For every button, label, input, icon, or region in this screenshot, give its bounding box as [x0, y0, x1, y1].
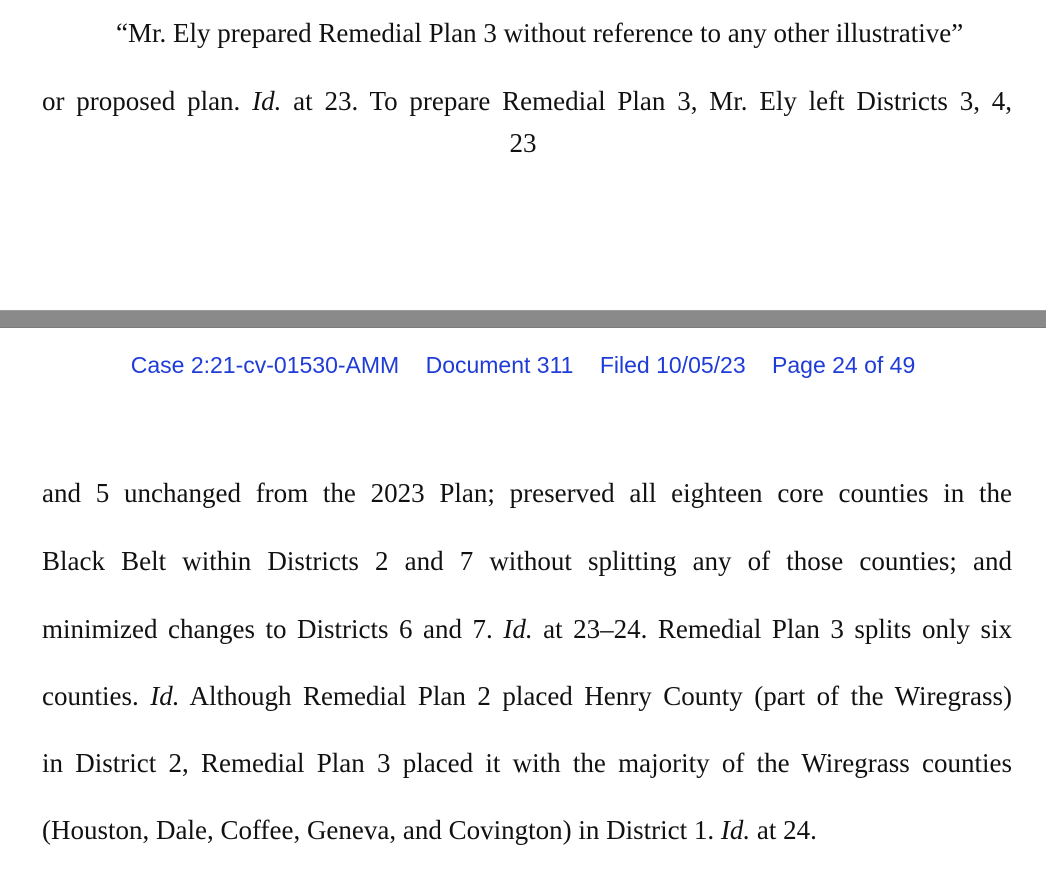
line-text: (Houston, Dale, Coffee, Geneva, and Covington) in District 1. Id. at 24. — [42, 815, 817, 845]
page-count: Page 24 of 49 — [772, 352, 916, 378]
case-number: Case 2:21-cv-01530-AMM — [130, 352, 400, 378]
line-text: Black Belt within Districts 2 and 7 without splitting any of those counties; and — [42, 546, 1012, 576]
page-number: 23 — [509, 128, 537, 158]
paragraph-line — [42, 86, 1012, 117]
paragraph-line — [42, 478, 1012, 509]
citation-id: Id. — [720, 815, 751, 845]
line-text: and 5 unchanged from the 2023 Plan; preserved all eighteen core counties in the — [42, 478, 1012, 508]
paragraph-line — [42, 546, 1012, 577]
line-text: or proposed plan. Id. at 23. To prepare Remedial Plan 3, Mr. Ely left Districts 3, 4, — [42, 86, 1012, 116]
line-text: “Mr. Ely prepared Remedial Plan 3 without reference to any other illustrative” — [116, 18, 964, 48]
document-page-bottom — [0, 328, 1046, 870]
document-page-top — [0, 0, 1046, 310]
paragraph-line — [42, 614, 1012, 645]
line-text: counties. Id. Although Remedial Plan 2 placed Henry County (part of the Wiregrass) — [42, 681, 1013, 711]
paragraph-line — [42, 681, 1012, 712]
paragraph-line-quote — [116, 18, 963, 49]
filed-date: Filed 10/05/23 — [599, 352, 746, 378]
line-text: minimized changes to Districts 6 and 7. Id. at 23–24. Remedial Plan 3 splits only six — [42, 614, 1012, 644]
paragraph-line-last — [42, 815, 817, 846]
paragraph-line — [42, 748, 1012, 779]
citation-id: Id. — [252, 86, 282, 116]
case-header-stamp — [0, 352, 1046, 379]
document-number: Document 311 — [425, 352, 574, 378]
page-separator — [0, 310, 1046, 328]
citation-id: Id. — [150, 681, 180, 711]
line-text: in District 2, Remedial Plan 3 placed it with the majority of the Wiregrass counties — [42, 748, 1012, 778]
citation-id: Id. — [503, 614, 533, 644]
